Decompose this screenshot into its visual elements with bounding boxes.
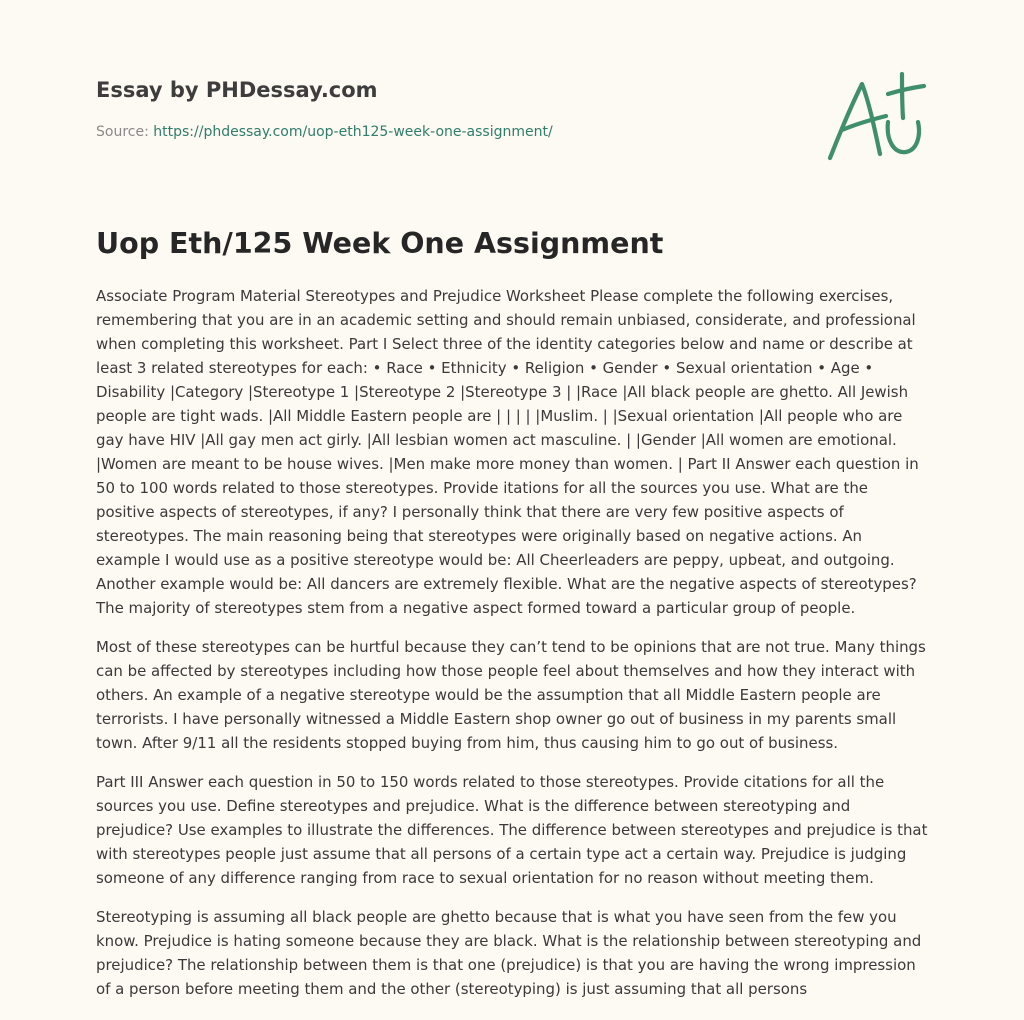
essay-paragraph: Part III Answer each question in 50 to 150 words related to those stereotypes. Provide citations for all the sources you use. Define stereotypes and prejudice. What is the difference between stereotyping and prejudice? Use examples to illustrate the differences. The difference between stereotypes and prejudice is that with stereotypes people just assume that all persons of a certain type act a certain way. Prejudice is judging someone of any difference ranging from race to sexual orientation for no reason without meeting them. [96, 773, 928, 887]
a-plus-grade-icon [822, 66, 932, 166]
essay-body [96, 284, 930, 1016]
essay-paragraph: Stereotyping is assuming all black people are ghetto because that is what you have seen from the few you know. Prejudice is hating someone because they are black. What is the relationship between stereotyping and prejudice? The relationship between them is that one (prejudice) is that you are having the wrong impression of a person before meeting them and the other (stereotyping) is just assuming that all persons [96, 908, 922, 998]
essay-paragraph: Most of these stereotypes can be hurtful because they can’t tend to be opinions that are not true. Many things can be affected by stereotypes including how those people feel about themselves and how they interact with others. An example of a negative stereotype would be the assumption that all Middle Eastern people are terrorists. I have personally witnessed a Middle Eastern shop owner go out of business in my parents small town. After 9/11 all the residents stopped buying from him, thus causing him to go out of business. [96, 638, 926, 752]
essay-paragraph: Associate Program Material Stereotypes and Prejudice Worksheet Please complete the following exercises, remembering that you are in an academic setting and should remain unbiased, considerate, and professional when completing this worksheet. Part I Select three of the identity categories below and name or describe at least 3 related stereotypes for each: • Race • Ethnicity • Religion • Gender • Sexual orientation • Age • Disability |Category |Stereotype 1 |Stereotype 2 |Stereotype 3 | |Race |All black people are ghetto. All Jewish people are tight wads. |All Middle Eastern people are | | | | |Muslim. | |Sexual orientation |All people who are gay have HIV |All gay men act girly. |All lesbian women act masculine. | |Gender |All women are emotional. |Women are meant to be house wives. |Men make more money than women. | Part II Answer each question in 50 to 100 words related to those stereotypes. Provide itations for all the sources you use. What are the positive aspects of stereotypes, if any? I personally think that there are very few positive aspects of stereotypes. The main reasoning being that stereotypes were originally based on negative actions. An example I would use as a positive stereotype would be: All Cheerleaders are peppy, upbeat, and outgoing. Another example would be: All dancers are extremely flexible. What are the negative aspects of stereotypes? The majority of stereotypes stem from a negative aspect formed toward a particular group of people. [96, 287, 919, 617]
essay-title: Uop Eth/125 Week One Assignment [96, 227, 664, 260]
source-label: Source: [96, 124, 154, 140]
site-title: Essay by PHDessay.com [96, 78, 378, 102]
source-link[interactable]: https://phdessay.com/uop-eth125-week-one-assignment/ [153, 124, 553, 140]
page-header [96, 74, 796, 142]
source-line [96, 122, 796, 142]
